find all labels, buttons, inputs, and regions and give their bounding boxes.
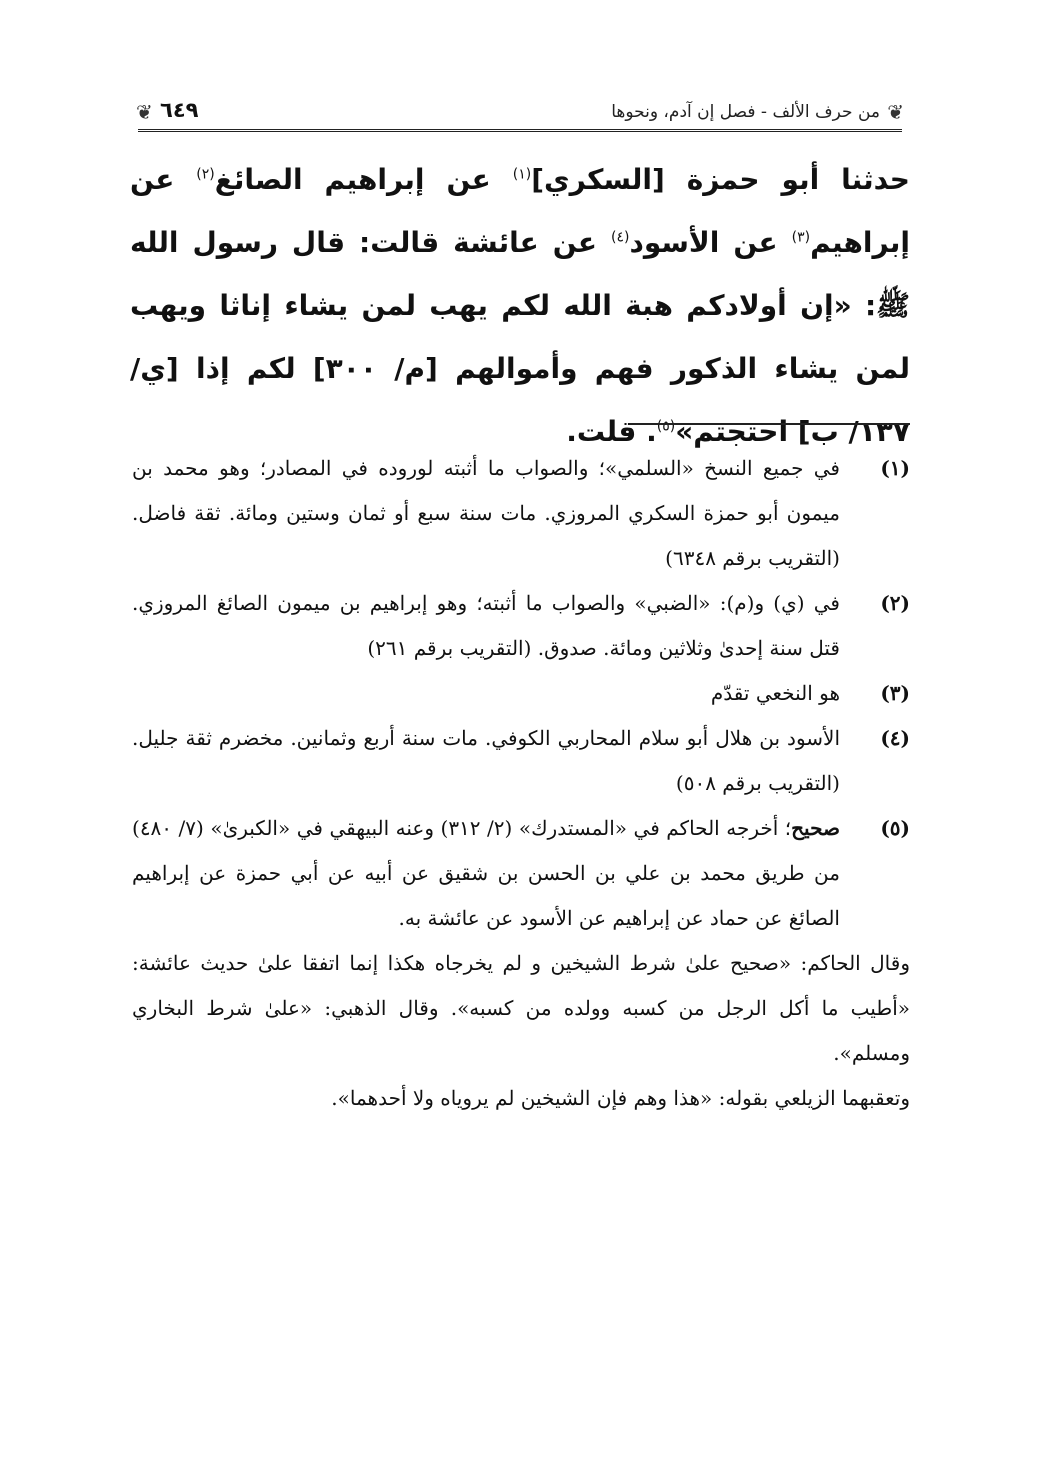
footnote-number: (٣)	[880, 681, 910, 705]
header-ornament-right-icon: ❦	[887, 100, 904, 124]
footnote-ref-2[interactable]: (٢)	[196, 166, 215, 183]
footnote-ref-4[interactable]: (٤)	[611, 229, 630, 246]
footnote-number: (١)	[880, 456, 910, 480]
footnote-number: (٤)	[880, 726, 910, 750]
running-header	[130, 96, 910, 136]
text-segment: . قلت.	[566, 415, 657, 448]
text-segment: حدثنا أبو حمزة [السكري]	[531, 163, 910, 196]
header-rule	[138, 129, 902, 132]
main-text	[130, 148, 910, 463]
footnote-separator	[630, 423, 910, 425]
footnote-ref-1[interactable]: (١)	[512, 166, 532, 183]
text-segment: عن عائشة قالت: قال رسول الله ﷺ: «إن أولادكم هبة الله لكم يهب لمن يشاء إناثا ويهب لمن يشاء الذكور فهم وأموالهم [م/ ٣٠٠] لكم إذا [ي/ ١٣٧/ ب] احتجتم»	[130, 226, 911, 448]
footnotes	[132, 446, 910, 1121]
footnote-ref-3[interactable]: (٣)	[791, 229, 811, 246]
footnote	[132, 446, 910, 581]
commentary-paragraph: وقال الحاكم: «صحيح علىٰ شرط الشيخين و لم يخرجاه هكذا إنما اتفقا علىٰ حديث عائشة: «أطيب ما أكل الرجل من كسبه وولده من كسبه». وقال الذهبي: «علىٰ شرط البخاري ومسلم».	[132, 951, 910, 1065]
footnote-number: (٥)	[880, 816, 910, 840]
commentary-paragraph: وتعقبهما الزيلعي بقوله: «هذا وهم فإن الشيخين لم يروياه ولا أحدهما».	[331, 1086, 910, 1110]
footnote-text: الأسود بن هلال أبو سلام المحاربي الكوفي. مات سنة أربع وثمانين. مخضرم ثقة جليل.(التقريب برقم ٥٠٨)	[132, 726, 840, 795]
hadith-paragraph	[130, 148, 910, 463]
footnote-ref-5[interactable]: (٥)	[656, 418, 676, 435]
text-segment: عن إبراهيم	[130, 163, 910, 259]
text-segment: عن إبراهيم الصائغ	[214, 163, 513, 196]
footnote-text: ؛ أخرجه الحاكم في «المستدرك» (٢/ ٣١٢) وعنه البيهقي في «الكبرىٰ» (٧/ ٤٨٠) من طريق محمد بن علي بن الحسن بن شقيق عن أبيه عن أبي حمزة عن إبراهيم الصائغ عن حماد عن إبراهيم عن الأسود عن عائشة به.	[132, 816, 840, 930]
text-segment: عن الأسود	[629, 226, 792, 259]
grading-label: صحيح	[791, 816, 840, 840]
footnote	[132, 581, 910, 671]
footnote-text: هو النخعي تقدّم	[710, 681, 840, 705]
page-number: ٦٤٩	[160, 98, 199, 122]
footnote-text: في (ي) و(م): «الضبي» والصواب ما أثبته؛ وهو إبراهيم بن ميمون الصائغ المروزي. قتل سنة إحدىٰ وثلاثين ومائة. صدوق. (التقريب برقم ٢٦١)	[132, 591, 840, 660]
footnote-number: (٢)	[880, 591, 910, 615]
footnote	[132, 806, 910, 941]
footnote	[132, 671, 910, 716]
header-title: من حرف الألف - فصل إن آدم، ونحوها	[611, 102, 880, 122]
footnote-text: في جميع النسخ «السلمي»؛ والصواب ما أثبته لوروده في المصادر؛ وهو محمد بن ميمون أبو حمزة السكري المروزي. مات سنة سبع أو ثمان وستين ومائة. ثقة فاضل. (التقريب برقم ٦٣٤٨)	[132, 456, 840, 570]
header-ornament-left-icon: ❦	[136, 100, 153, 124]
footnote	[132, 716, 910, 806]
